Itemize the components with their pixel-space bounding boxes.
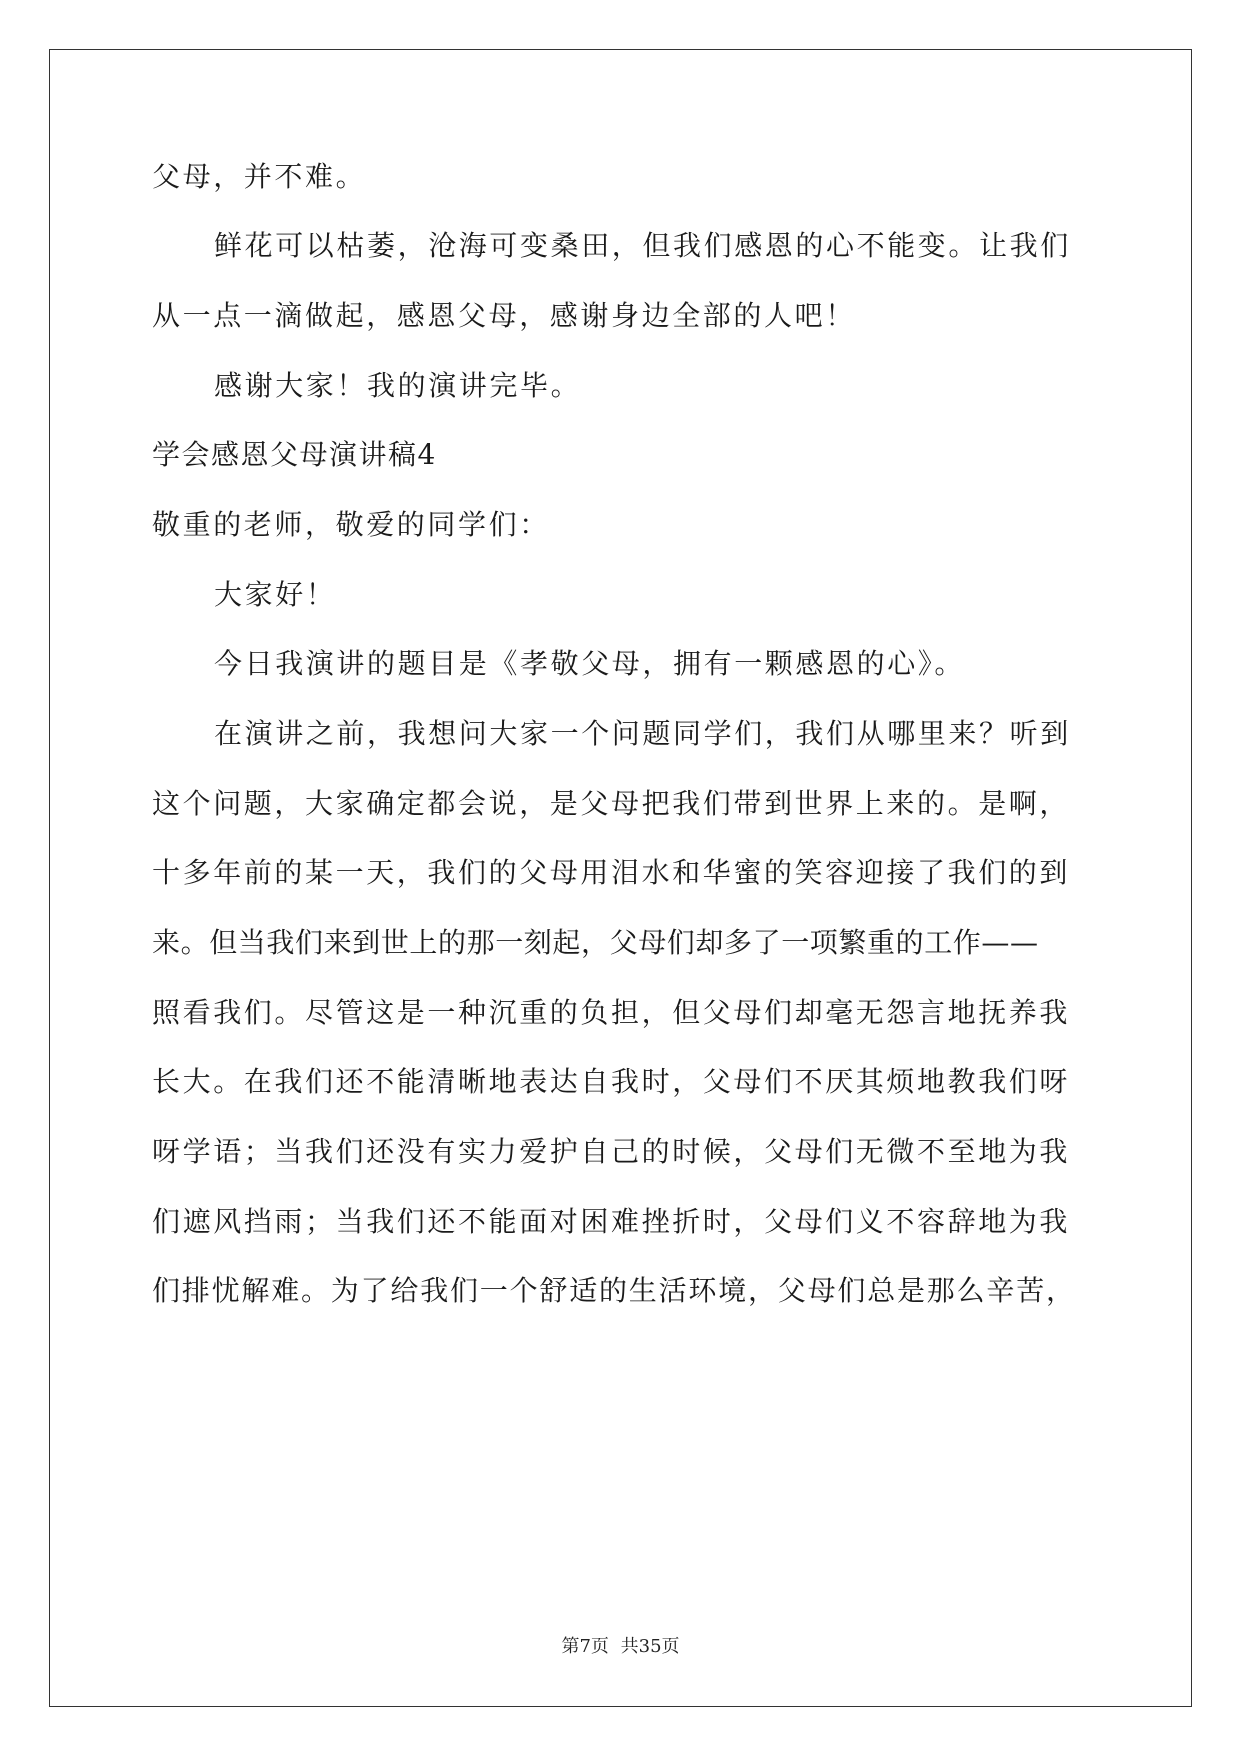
page-total: 共35页 — [620, 1636, 680, 1657]
section-heading: 学会感恩父母演讲稿4 — [152, 438, 437, 471]
text-line: 们排忧解难。为了给我们一个舒适的生活环境，父母们总是那么辛苦， — [152, 1274, 1076, 1307]
text-line: 感谢大家！我的演讲完毕。 — [214, 369, 582, 402]
text-line: 呀学语；当我们还没有实力爱护自己的时候，父母们无微不至地为我 — [152, 1135, 1071, 1168]
text-line: 照看我们。尽管这是一种沉重的负担，但父母们却毫无怨言地抚养我 — [152, 996, 1071, 1029]
greeting: 大家好！ — [214, 578, 337, 611]
text-line: 父母，并不难。 — [152, 160, 367, 193]
text-line: 十多年前的某一天，我们的父母用泪水和华蜜的笑容迎接了我们的到 — [152, 856, 1071, 889]
page-number: 第7页 — [561, 1636, 609, 1657]
text-line: 们遮风挡雨；当我们还不能面对困难挫折时，父母们义不容辞地为我 — [152, 1205, 1071, 1238]
salutation: 敬重的老师，敬爱的同学们： — [152, 508, 550, 541]
text-line: 今日我演讲的题目是《孝敬父母，拥有一颗感恩的心》。 — [214, 647, 966, 680]
text-line: 鲜花可以枯萎，沧海可变桑田，但我们感恩的心不能变。让我们 — [214, 229, 1071, 262]
text-line: 从一点一滴做起，感恩父母，感谢身边全部的人吧！ — [152, 299, 856, 332]
text-line: 长大。在我们还不能清晰地表达自我时，父母们不厌其烦地教我们呀 — [152, 1065, 1071, 1098]
text-line: 在演讲之前，我想问大家一个问题同学们，我们从哪里来？听到 — [214, 717, 1071, 750]
text-line: 来。但当我们来到世上的那一刻起，父母们却多了一项繁重的工作—— — [152, 926, 1039, 959]
page-footer — [0, 1635, 1241, 1659]
text-line: 这个问题，大家确定都会说，是父母把我们带到世界上来的。是啊， — [152, 787, 1071, 820]
